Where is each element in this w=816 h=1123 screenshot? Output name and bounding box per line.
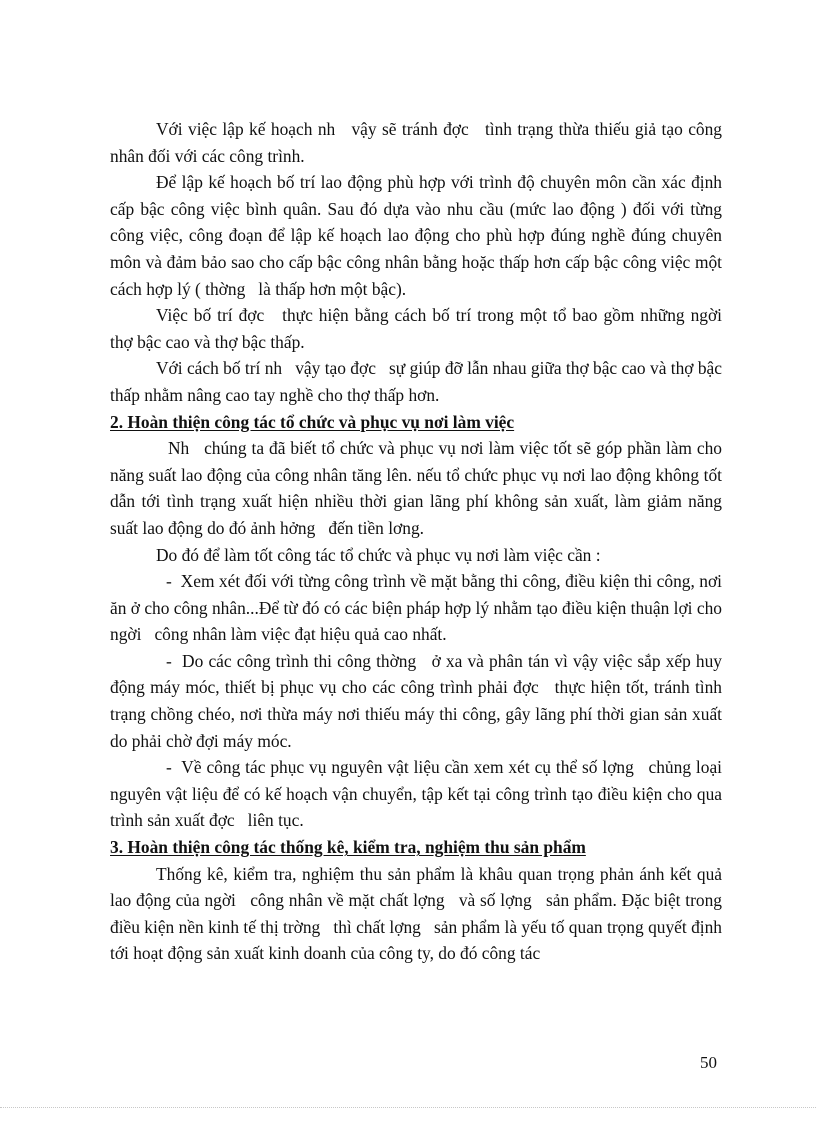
dash-list-item: - Xem xét đối với từng công trình về mặt bằng thi công, điều kiện thi công, nơi ăn ở cho công nhân...Để từ đó có các biện pháp hợp lý nhằm tạo điều kiện thuận lợi cho ngời công nhân làm việc đạt hiệu quả cao nhất. — [110, 571, 727, 645]
paragraph: Với việc lập kế hoạch nh vậy sẽ tránh đợc tình trạng thừa thiếu giả tạo công nhân đối với các công trình. — [110, 119, 727, 166]
page-edge-divider — [0, 1107, 816, 1108]
paragraph: Để lập kế hoạch bố trí lao động phù hợp với trình độ chuyên môn cần xác định cấp bậc công việc bình quân. Sau đó dựa vào nhu cầu (mức lao động ) đối với từng công việc, công đoạn để lập kế hoạch lao động cho phù hợp đúng nghề đúng chuyên môn và đảm bảo sao cho cấp bậc công nhân bằng hoặc thấp hơn cấp bậc công việc một cách hợp lý ( thờng là thấp hơn một bậc). — [110, 172, 727, 299]
paragraph: Nh chúng ta đã biết tổ chức và phục vụ nơi làm việc tốt sẽ góp phần làm cho năng suất lao động của công nhân tăng lên. nếu tổ chức phục vụ nơi lao động không tốt dẫn tới tình trạng xuất hiện nhiều thời gian lãng phí không sản xuất, làm giảm năng suất lao động do đó ảnh hởng đến tiền lơng. — [110, 438, 727, 538]
page-number: 50 — [700, 1053, 717, 1072]
section-heading: 3. Hoàn thiện công tác thống kê, kiểm tra, nghiệm thu sản phẩm — [110, 837, 586, 858]
dash-list-item: - Về công tác phục vụ nguyên vật liệu cần xem xét cụ thể số lợng chủng loại nguyên vật liệu để có kế hoạch vận chuyển, tập kết tại công trình tạo điều kiện cho qua trình sản xuất đợc liên tục. — [110, 757, 727, 831]
paragraph: Với cách bố trí nh vậy tạo đợc sự giúp đỡ lẫn nhau giữa thợ bậc cao và thợ bậc thấp nhằm nâng cao tay nghề cho thợ thấp hơn. — [110, 358, 727, 405]
paragraph: Do đó để làm tốt công tác tổ chức và phục vụ nơi làm việc cần : — [156, 544, 601, 565]
paragraph: Việc bố trí đợc thực hiện bằng cách bố trí trong một tổ bao gồm những ngời thợ bậc cao và thợ bậc thấp. — [110, 305, 736, 352]
section-heading: 2. Hoàn thiện công tác tổ chức và phục vụ nơi làm việc — [110, 411, 515, 432]
document-body — [110, 116, 736, 967]
dash-list-item: - Do các công trình thi công thờng ở xa và phân tán vì vậy việc sắp xếp huy động máy móc, thiết bị phục vụ cho các công trình phải đợc thực hiện tốt, tránh tình trạng chồng chéo, nơi thừa máy nơi thiếu máy thi công, gây lãng phí thời gian sản xuất do phải chờ đợi máy móc. — [110, 650, 727, 751]
paragraph: Thống kê, kiểm tra, nghiệm thu sản phẩm là khâu quan trọng phản ánh kết quả lao động của ngời công nhân về mặt chất lợng và số lợng sản phẩm. Đặc biệt trong điều kiện nền kinh tế thị trờng thì chất lợng sản phẩm là yếu tố quan trọng quyết định tới hoạt động sản xuất kinh doanh của công ty, do đó công tác — [110, 863, 727, 964]
